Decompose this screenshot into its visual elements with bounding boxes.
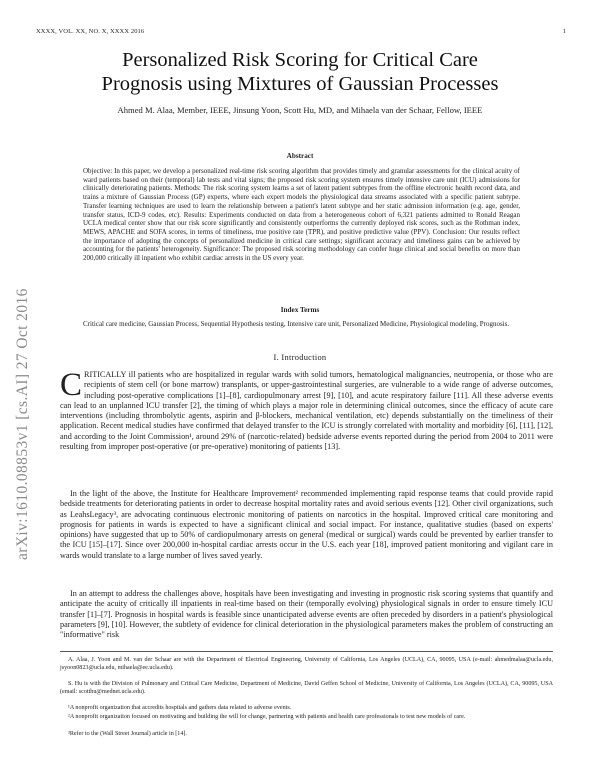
footnote-3: ³Refer to the (Wall Street Journal) article in [14]. (68, 731, 187, 737)
section-heading-introduction: I. Introduction (273, 353, 327, 362)
journal-header: XXXX, VOL. XX, NO. X, XXXX 2016 (36, 28, 145, 35)
abstract-text: Objective: In this paper, we develop a personalized real-time risk scoring algorithm that provides timely and granular assessments for the clinical acuity of ward patients based on their (temporal) lab tests and vital signs; the proposed risk scoring system ensures timely intensive care unit (ICU) admissions for clinically deteriorating patients. Methods: The risk scoring system learns a set of latent patient subtypes from the offline electronic health record data, and trains a mixture of Gaussian Process (GP) experts, where each expert models the physiological data streams associated with a specific patient subtype. Transfer learning techniques are used to learn the relationship between a patient's latent subtype and her static admission information (e.g. age, gender, transfer status, ICD-9 codes, etc). Results: Experiments conducted on data from a heterogeneous cohort of 6,321 patients admitted to Ronald Reagan UCLA medical center show that our risk score significantly and consistently outperforms the currently deployed risk scores, such as the Rothman index, MEWS, APACHE and SOFA scores, in terms of timeliness, true positive rate (TPR), and positive predictive value (PPV). Conclusion: Our results reflect the importance of adopting the concepts of personalized medicine in critical care settings; significant accuracy and timeliness gains can be achieved by accounting for the patients' heterogeneity. Significance: The proposed risk scoring methodology can confer huge clinical and social benefits on more than 200,000 critically ill inpatient who exhibit cardiac arrests in the US every year. (83, 167, 520, 263)
arxiv-stamp-container (14, 190, 34, 560)
intro-paragraph-1-text: RITICALLY ill patients who are hospitalized in regular wards with solid tumors, hematological malignancies, neutropenia, or those who are recipients of stem cell (or bone marrow) transplants, or upper-gastrointestinal surgeries, are vulnerable to a wide range of adverse outcomes, including post-operative complications [1]–[8], cardiopulmonary arrest [9], [10], and acute respiratory failure [11]. All these adverse events can lead to an unplanned ICU transfer [2], the timing of which plays a major role in determining clinical outcomes, since the efficacy of acute care interventions (including thrombolytic agents, aspirin and β-blockers, mechanical ventilation, etc) depends substantially on the timeliness of their application. Recent medical studies have confirmed that delayed transfer to the ICU is strongly correlated with mortality and morbidity [6], [11], [12], and according to the Joint Commission¹, around 29% of (narcotic-related) bedside adverse events reported during the period from 2004 to 2011 were resulting from improper post-operative (or pre-operative) monitoring of patients [13]. (60, 370, 553, 452)
index-terms-heading: Index Terms (280, 306, 320, 314)
author-list: Ahmed M. Alaa, Member, IEEE, Jinsung Yoon, Scott Hu, MD, and Mihaela van der Schaar, Fellow, IEEE (117, 105, 483, 115)
footnote-rule (60, 651, 553, 652)
paper-title (60, 48, 540, 96)
title-line-1: Personalized Risk Scoring for Critical Care (122, 49, 478, 71)
intro-paragraph-1 (60, 367, 553, 452)
drop-cap: C (60, 367, 83, 403)
footnote-2: ²A nonprofit organization focused on motivating and building the will for change, partnering with patients and health care professionals to test new models of care. (68, 714, 466, 720)
footnote-affiliation-1: A. Alaa, J. Yoon and M. van der Schaar are with the Department of Electrical Engineering, University of California, Los Angeles (UCLA), CA, 90095, USA (e-mail: ahmedmalaa@ucla.edu, jsyoon0823@ucla.edu, mihaela@ee.ucla.edu). (60, 657, 553, 671)
index-terms-text: Critical care medicine, Gaussian Process, Sequential Hypothesis testing, Intensive care unit, Personalized Medicine, Physiological modeling, Prognosis. (83, 320, 510, 328)
arxiv-stamp[interactable]: arXiv:1610.08853v1 [cs.AI] 27 Oct 2016 (14, 288, 31, 560)
page-number: 1 (562, 28, 566, 35)
intro-paragraph-2: In the light of the above, the Institute for Healthcare Improvement² recommended implementing rapid response teams that could provide rapid bedside treatments for deteriorating patients in order to decrease hospital mortality rates and avoid serious events [12]. Other civil organizations, such as LeahsLegacy³, are advocating continuous electronic monitoring of patients on narcotics in the hospital. Improved critical care monitoring and prognosis for patients in wards is expected to have a significant clinical and social impact. For instance, qualitative studies (based on experts' opinions) have suggested that up to 50% of cardiopulmonary arrests on general (medical or surgical) wards could be prevented by earlier transfer to the ICU [15]–[17]. Since over 200,000 in-hospital cardiac arrests occur in the U.S. each year [18], improved patient monitoring and vigilant care in wards would translate to a large number of lives saved yearly. (60, 489, 553, 560)
title-line-2: Prognosis using Mixtures of Gaussian Processes (101, 73, 499, 95)
footnote-1: ¹A nonprofit organization that accredits hospitals and gathers data related to adverse events. (68, 705, 292, 711)
footnote-affiliation-2: S. Hu is with the Division of Pulmonary and Critical Care Medicine, Department of Medicine, David Geffen School of Medicine, University of California, Los Angeles (UCLA), CA, 90095, USA (email: scotthu@mednet.ucla.edu). (60, 681, 553, 695)
abstract-heading: Abstract (286, 152, 314, 160)
intro-paragraph-3: In an attempt to address the challenges above, hospitals have been investigating and investing in prognostic risk scoring systems that quantify and anticipate the acuity of critically ill inpatients in real-time based on their (temporally evolving) physiological signals in order to ensure timely ICU transfer [1]–[7]. Prognosis in hospital wards is feasible since unanticipated adverse events are often preceded by disorders in a patient's physiological parameters [9], [10]. However, the subtlety of evidence for clinical deterioration in the physiological parameters makes the problem of constructing an "informative" risk (60, 589, 553, 640)
